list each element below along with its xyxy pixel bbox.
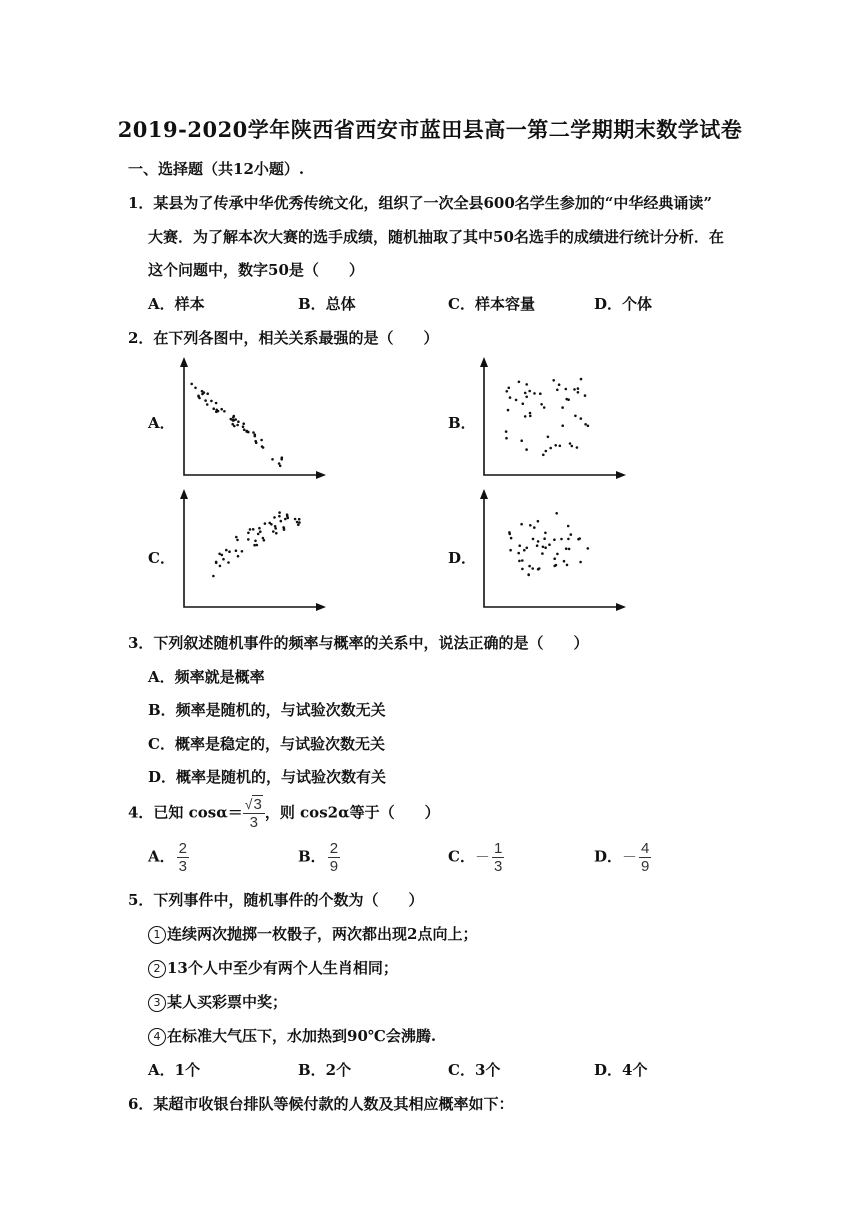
- q4-option-d-sign: －: [622, 848, 638, 866]
- plot-b-point: [518, 381, 521, 384]
- plot-a-point: [237, 420, 240, 423]
- plot-b-point: [561, 406, 564, 409]
- plot-a-point: [215, 402, 218, 405]
- plot-b-x-arrow: [616, 471, 626, 479]
- q5-item-1-text: 连续两次抛掷一枚骰子，两次都出现2点向上；: [167, 925, 478, 943]
- plot-b-point: [576, 446, 579, 449]
- q2-label-b: B．: [448, 414, 476, 432]
- plot-b-point: [571, 445, 574, 448]
- plot-c-point: [221, 554, 224, 557]
- plot-d-y-arrow: [480, 489, 488, 499]
- plot-b-point: [524, 415, 527, 418]
- q2-label-d: D．: [448, 549, 477, 567]
- plot-d-point: [548, 543, 551, 546]
- plot-d-point: [542, 546, 545, 549]
- plot-d-point: [565, 547, 568, 550]
- plot-c-point: [263, 539, 266, 542]
- plot-d-point: [538, 567, 541, 570]
- plot-c-point: [222, 558, 225, 561]
- plot-d-point: [553, 538, 556, 541]
- plot-b-point: [580, 378, 583, 381]
- q4-option-c-den: 3: [493, 858, 503, 875]
- scatter-plot-d: [476, 487, 626, 615]
- plot-a-point: [236, 424, 239, 427]
- plot-c-point: [298, 518, 301, 521]
- q5-item-3-text: 某人买彩票中奖；: [167, 993, 288, 1011]
- plot-d-point: [544, 532, 547, 535]
- q4-option-c-num: 1: [493, 840, 503, 857]
- plot-d-axes: [484, 493, 624, 607]
- plot-a-point: [233, 425, 236, 428]
- plot-b-point: [525, 396, 528, 399]
- q2-label-a: A．: [148, 414, 175, 432]
- scatter-plot-a: [176, 355, 326, 483]
- plot-c-point: [219, 565, 222, 568]
- plot-a-point: [210, 400, 213, 403]
- q5-option-a: A．1个: [148, 1061, 201, 1079]
- plot-b-point: [587, 425, 590, 428]
- plot-d-point: [536, 544, 539, 547]
- plot-a-point: [206, 403, 209, 406]
- q4-option-d-label: D．: [594, 847, 623, 866]
- plot-b-point: [556, 389, 559, 392]
- plot-d-point: [517, 552, 520, 555]
- q5-item-2-mark: 2: [148, 960, 166, 978]
- plot-d-point: [577, 538, 580, 541]
- plot-d-point: [587, 547, 590, 550]
- plot-b-point: [539, 392, 542, 395]
- plot-c-point: [225, 549, 228, 552]
- plot-b-point: [506, 390, 509, 393]
- plot-b-point: [528, 390, 531, 393]
- plot-b-point: [533, 392, 536, 395]
- plot-b-y-arrow: [480, 357, 488, 367]
- plot-a-point: [190, 383, 193, 386]
- plot-b-point: [505, 437, 508, 440]
- q5-item-1: [148, 923, 477, 944]
- plot-b-point: [549, 447, 552, 450]
- plot-d-point: [518, 560, 521, 563]
- q4-option-d-num: 4: [641, 840, 650, 857]
- plot-b-point: [547, 436, 550, 439]
- q5-item-4: [148, 1025, 436, 1046]
- plot-a-point: [252, 431, 255, 434]
- plot-a-point: [215, 411, 218, 414]
- plot-b-point: [545, 450, 548, 453]
- plot-d-x-arrow: [616, 603, 626, 611]
- q5-stem: 5．下列事件中，随机事件的个数为（ ）: [128, 891, 424, 909]
- q5-item-1-mark: 1: [148, 926, 166, 944]
- plot-b-point: [507, 409, 510, 412]
- plot-c-x-arrow: [316, 603, 326, 611]
- plot-c-point: [218, 553, 221, 556]
- plot-c-point: [294, 518, 297, 521]
- plot-c-point: [227, 561, 230, 564]
- plot-c-point: [257, 533, 260, 536]
- plot-c-point: [268, 522, 271, 525]
- plot-c-point: [212, 575, 215, 578]
- q4-option-a-den: 3: [178, 858, 187, 875]
- plot-a-axes: [184, 361, 324, 475]
- q4-option-a-num: 2: [178, 840, 187, 857]
- plot-a-point: [242, 425, 245, 428]
- plot-a-point: [212, 407, 215, 410]
- plot-d-point: [543, 537, 546, 540]
- q4-option-c: [448, 840, 504, 875]
- plot-d-point: [567, 525, 570, 528]
- q1-option-c: C．样本容量: [448, 295, 535, 313]
- plot-c-point: [249, 528, 252, 531]
- plot-c-point: [272, 530, 275, 533]
- plot-b-point: [515, 399, 518, 402]
- plot-d-point: [579, 561, 582, 564]
- plot-c-point: [282, 526, 285, 529]
- plot-a-point: [198, 397, 201, 400]
- plot-d-point: [523, 549, 526, 552]
- q4-option-a-fraction: [177, 840, 189, 875]
- q4-given-fraction: $\frac{√3}{3}$: [243, 796, 265, 831]
- plot-c-point: [241, 550, 244, 553]
- plot-d-point: [553, 557, 556, 560]
- plot-b-point: [540, 403, 543, 406]
- plot-c-point: [228, 550, 231, 553]
- q4-option-a: [148, 840, 189, 875]
- plot-b-point: [558, 383, 561, 386]
- scatter-plot-c: [176, 487, 326, 615]
- plot-b-point: [580, 417, 583, 420]
- plot-d-point: [568, 548, 571, 551]
- plot-d-point: [526, 547, 529, 550]
- plot-c-point: [297, 523, 300, 526]
- q5-option-b: B．2个: [298, 1061, 352, 1079]
- plot-d-point: [533, 526, 536, 529]
- plot-d-point: [529, 524, 532, 527]
- plot-d-point: [531, 567, 534, 570]
- plot-c-point: [235, 549, 238, 552]
- plot-d-point: [570, 533, 573, 536]
- plot-c-axes: [184, 493, 324, 607]
- plot-b-point: [509, 396, 512, 399]
- plot-b-point: [573, 388, 576, 391]
- q5-option-d: D．4个: [594, 1061, 648, 1079]
- plot-c-point: [275, 532, 278, 535]
- plot-b-point: [567, 398, 570, 401]
- q3-option-a: A．频率就是概率: [148, 668, 265, 686]
- plot-c-point: [215, 562, 218, 565]
- plot-a-point: [260, 439, 263, 442]
- plot-c-point: [287, 517, 290, 520]
- q4-option-c-sign: －: [474, 848, 490, 866]
- plot-a-point: [233, 419, 236, 422]
- plot-b-point: [559, 445, 562, 448]
- plot-c-point: [278, 511, 281, 514]
- plot-b-point: [508, 387, 511, 390]
- plot-c-point: [280, 520, 283, 523]
- q4-option-d: [594, 840, 651, 875]
- q2-label-c: C．: [148, 549, 175, 567]
- q4-option-b-den: 9: [329, 858, 339, 875]
- q4-option-d-fraction: [639, 840, 651, 875]
- plot-a-point: [280, 458, 283, 461]
- plot-a-point: [278, 462, 281, 465]
- q4-given-denominator: 3: [243, 813, 265, 831]
- q5-item-2: [148, 957, 398, 978]
- plot-d-point: [508, 533, 511, 536]
- plot-a-point: [246, 430, 249, 433]
- q3-option-d: D．概率是随机的，与试验次数有关: [148, 768, 387, 786]
- plot-d-point: [510, 537, 513, 540]
- plot-b-point: [542, 454, 545, 457]
- q4-option-a-label: A．: [148, 847, 175, 866]
- plot-b-point: [565, 388, 568, 391]
- plot-d-point: [532, 538, 535, 541]
- q3-stem: 3．下列叙述随机事件的频率与概率的关系中，说法正确的是（ ）: [128, 634, 589, 652]
- plot-c-point: [273, 516, 276, 519]
- plot-a-point: [203, 391, 206, 394]
- q1-line-2: 大赛．为了解本次大赛的选手成绩，随机抽取了其中50名选手的成绩进行统计分析．在: [148, 228, 724, 246]
- q5-option-c: C．3个: [448, 1061, 501, 1079]
- plot-c-point: [296, 521, 299, 524]
- q4-option-b-num: 2: [329, 840, 339, 857]
- plot-d-point: [567, 538, 570, 541]
- plot-d-point: [544, 546, 547, 549]
- q2-stem: 2．在下列各图中，相关关系最强的是（ ）: [128, 329, 439, 347]
- plot-a-point: [254, 435, 257, 438]
- q4-option-b-label: B．: [298, 847, 326, 866]
- plot-c-point: [262, 537, 265, 540]
- plot-b-point: [584, 394, 587, 397]
- plot-c-point: [247, 538, 250, 541]
- q4-suffix: ，则 cos2α等于（ ）: [264, 803, 440, 822]
- q3-option-b: B．频率是随机的，与试验次数无关: [148, 701, 386, 719]
- q5-item-3: [148, 991, 287, 1012]
- plot-d-point: [560, 538, 563, 541]
- plot-b-point: [554, 444, 557, 447]
- plot-c-point: [235, 536, 238, 539]
- plot-c-point: [284, 518, 287, 521]
- q4-prefix: 4．已知 cosα＝: [128, 803, 243, 822]
- plot-d-point: [555, 512, 558, 515]
- plot-a-point: [261, 445, 264, 448]
- plot-c-point: [258, 527, 261, 530]
- plot-b-point: [543, 406, 546, 409]
- plot-d-point: [520, 523, 523, 526]
- plot-c-point: [256, 544, 259, 547]
- q5-item-4-mark: 4: [148, 1028, 166, 1046]
- plot-b-point: [524, 392, 527, 395]
- plot-d-point: [563, 560, 566, 563]
- plot-a-point: [279, 465, 282, 468]
- plot-d-point: [541, 552, 544, 555]
- plot-d-point: [553, 565, 556, 568]
- plot-d-point: [521, 559, 524, 562]
- plot-c-point: [264, 522, 267, 525]
- plot-d-point: [509, 549, 512, 552]
- plot-a-point: [243, 428, 246, 431]
- q4-option-c-label: C．: [448, 847, 475, 866]
- plot-c-point: [236, 539, 239, 542]
- plot-c-point: [237, 555, 240, 558]
- plot-d-point: [556, 553, 559, 556]
- plot-a-point: [271, 458, 274, 461]
- plot-a-point: [242, 422, 245, 425]
- plot-c-point: [252, 528, 255, 531]
- plot-c-point: [247, 532, 250, 535]
- q1-line-3: 这个问题中，数字50是（ ）: [148, 261, 364, 279]
- exam-title: 2019-2020学年陕西省西安市蓝田县高一第二学期期末数学试卷: [117, 117, 743, 142]
- scatter-plot-b: [476, 355, 626, 483]
- plot-c-point: [259, 530, 262, 533]
- plot-c-point: [283, 528, 286, 531]
- q1-line-1: 1．某县为了传承中华优秀传统文化，组织了一次全县600名学生参加的“中华经典诵读”: [128, 194, 713, 212]
- plot-b-point: [525, 383, 528, 386]
- plot-b-axes: [484, 361, 624, 475]
- plot-d-point: [528, 565, 531, 568]
- plot-d-point: [537, 520, 540, 523]
- plot-d-point: [566, 564, 569, 567]
- plot-c-point: [254, 540, 257, 543]
- plot-b-point: [529, 412, 532, 415]
- q5-item-3-mark: 3: [148, 994, 166, 1012]
- plot-b-point: [522, 402, 525, 405]
- plot-a-point: [204, 399, 207, 402]
- plot-a-x-arrow: [316, 471, 326, 479]
- plot-c-point: [253, 544, 256, 547]
- plot-d-point: [518, 544, 521, 547]
- plot-d-point: [527, 574, 530, 577]
- plot-a-point: [255, 441, 258, 444]
- q5-item-2-text: 13个人中至少有两个人生肖相同；: [167, 959, 398, 977]
- plot-b-point: [569, 442, 572, 445]
- plot-b-point: [577, 387, 580, 390]
- plot-a-point: [206, 392, 209, 395]
- plot-a-point: [194, 387, 197, 390]
- q6-stem: 6．某超市收银台排队等候付款的人数及其相应概率如下：: [128, 1095, 514, 1113]
- plot-c-y-arrow: [180, 489, 188, 499]
- q3-option-c: C．概率是稳定的，与试验次数无关: [148, 735, 385, 753]
- q1-option-b: B．总体: [298, 295, 356, 313]
- q4-given-radicand: 3: [253, 796, 262, 813]
- plot-a-point: [223, 410, 226, 413]
- q5-item-4-text: 在标准大气压下，水加热到90℃会沸腾.: [167, 1027, 437, 1045]
- plot-b-point: [552, 379, 555, 382]
- plot-d-point: [537, 540, 540, 543]
- plot-b-point: [574, 415, 577, 418]
- plot-d-point: [521, 568, 524, 571]
- plot-b-point: [505, 430, 508, 433]
- plot-b-point: [525, 448, 528, 451]
- q4-stem: [128, 796, 440, 831]
- section-heading: 一、选择题（共12小题）.: [128, 160, 305, 178]
- plot-a-point: [233, 415, 236, 418]
- plot-b-point: [561, 424, 564, 427]
- plot-a-point: [220, 408, 223, 411]
- q1-option-a: A．样本: [148, 295, 205, 313]
- plot-c-point: [274, 527, 277, 530]
- q4-option-b: [298, 840, 340, 875]
- q1-option-d: D．个体: [594, 295, 653, 313]
- q4-option-d-den: 9: [641, 858, 650, 875]
- plot-a-y-arrow: [180, 357, 188, 367]
- plot-b-point: [584, 423, 587, 426]
- q4-option-c-fraction: [492, 840, 504, 875]
- plot-b-point: [520, 439, 523, 442]
- plot-b-point: [577, 391, 580, 394]
- plot-c-point: [298, 521, 301, 524]
- plot-c-point: [278, 515, 281, 518]
- q4-option-b-fraction: [328, 840, 340, 875]
- plot-b-point: [529, 415, 532, 418]
